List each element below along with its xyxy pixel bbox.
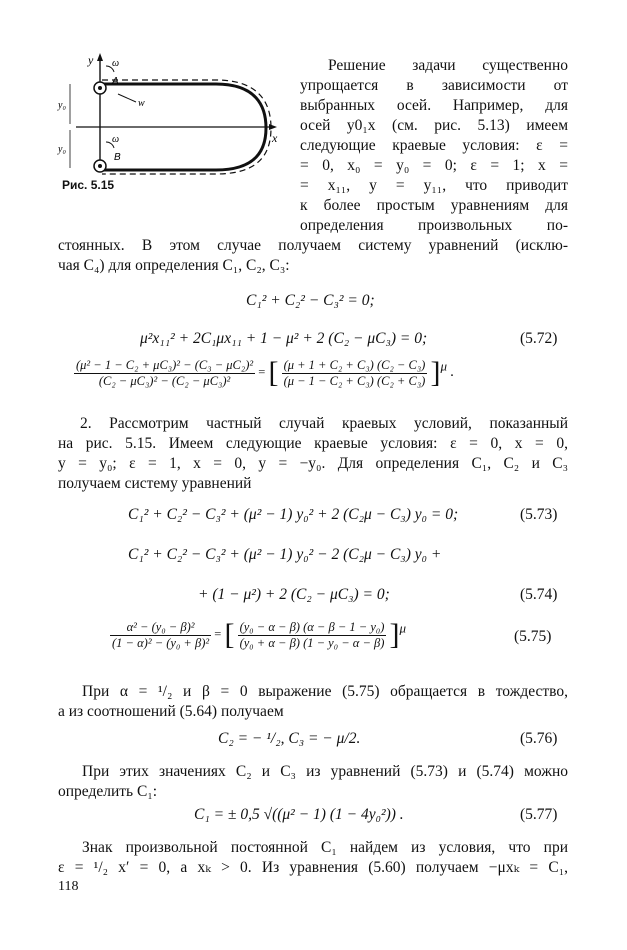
x-axis-arrow bbox=[269, 124, 277, 130]
equation-577: C₁ = ± 0,5 √((μ² − 1) (1 − 4y₀²)) . bbox=[194, 806, 404, 823]
page-number: 118 bbox=[58, 879, 79, 894]
intro-line-2: упрощается в зависимости от bbox=[300, 77, 568, 94]
y-axis-label: y bbox=[88, 53, 94, 67]
bracket-open: [ bbox=[268, 356, 279, 389]
roller-top-inner bbox=[98, 86, 102, 90]
final-line-2: ε = ¹/₂ x′ = 0, а xₖ > 0. Из уравнения (5.60) получаем −μxₖ = C₁, bbox=[58, 859, 568, 876]
fraction-lhs-numerator: (μ² − 1 − C₂ + μC₃)² − (C₃ − μC₂)² bbox=[76, 357, 254, 372]
equation-572-number: (5.72) bbox=[520, 330, 558, 347]
intro-line-9: определения произвольных по- bbox=[300, 217, 568, 234]
equation-574-number: (5.74) bbox=[520, 586, 558, 603]
equation-572-line-1: C₁² + C₂² − C₃² = 0; bbox=[246, 292, 375, 309]
w-label: w bbox=[138, 98, 145, 109]
fraction-lhs bbox=[74, 358, 255, 389]
omega-top-label: ω bbox=[112, 58, 120, 69]
para576-line-1: При этих значениях C₂ и C₃ из уравнений (5.73) и (5.74) можно bbox=[82, 763, 568, 780]
eq575-lhs bbox=[110, 620, 211, 651]
body-line-2: чая C₄) для определения C₁, C₂, C₃: bbox=[58, 257, 290, 274]
eq575-bracket-close: ] bbox=[389, 618, 400, 651]
equation-574-line-2: + (1 − μ²) + 2 (C₂ − μC₃) = 0; bbox=[198, 586, 390, 603]
intro-line-8: к более простым уравнениям для bbox=[300, 197, 568, 214]
section2-line-2: на рис. 5.15. Имеем следующие краевые условия: ε = 0, x = 0, bbox=[58, 435, 568, 452]
bracket-close: ] bbox=[430, 356, 441, 389]
equation-576: C₂ = − ¹/₂, C₃ = − μ/2. bbox=[218, 730, 361, 747]
eq575-rhs bbox=[238, 620, 387, 651]
fraction-rhs bbox=[282, 358, 428, 389]
w-arrow bbox=[118, 94, 136, 102]
final-line-1: Знак произвольной постоянной C₁ найдем из условия, что при bbox=[82, 839, 568, 856]
section2-line-1: 2. Рассмотрим частный случай краевых условий, показанный bbox=[80, 415, 568, 432]
para576-line-2: определить C₁: bbox=[58, 783, 158, 800]
fraction-rhs-numerator: (μ + 1 + C₂ + C₃) (C₂ − C₃) bbox=[283, 357, 426, 372]
equation-574-line-1: C₁² + C₂² − C₃² + (μ² − 1) y₀² − 2 (C₂μ − C₃) y₀ + bbox=[128, 546, 442, 563]
fraction-lhs-denominator: (C₂ − μC₃)² − (C₂ − μC₃)² bbox=[98, 373, 231, 388]
point-a-label: A bbox=[112, 76, 119, 87]
equation-572-line-2: μ²x₁₁² + 2C₁μx₁₁ + 1 − μ² + 2 (C₂ − μC₃) = 0; bbox=[140, 330, 428, 347]
intro-line-5: следующие краевые условия: ε = bbox=[300, 137, 568, 154]
equation-573-number: (5.73) bbox=[520, 506, 558, 523]
intro-line-7: = x₁₁, y = y₁₁, что приводит bbox=[300, 177, 568, 194]
eq575-bracket-open: [ bbox=[224, 618, 235, 651]
eq575-exponent: μ bbox=[399, 620, 407, 636]
section2-line-4: получаем систему уравнений bbox=[58, 475, 252, 492]
eq575-rhs-denominator: (y₀ + α − β) (1 − y₀ − α − β) bbox=[239, 635, 385, 650]
eq575-lhs-numerator: α² − (y₀ − β)² bbox=[110, 620, 211, 636]
point-b-label: B bbox=[114, 152, 121, 163]
intro-line-3: выбранных осей. Например, для bbox=[300, 97, 568, 114]
section2-line-3: y = y₀; ε = 1, x = 0, y = −y₀. Для определения C₁, C₂ и C₃ bbox=[58, 455, 568, 472]
y0-bottom-label: y₀ bbox=[58, 144, 66, 155]
intro-line-6: = 0, x₀ = y₀ = 0; ε = 1; x = bbox=[300, 157, 568, 174]
equation-575: $\frac{\text{α² − (y₀ − β)²}}{\text{(1 − α)² − (y₀ + β)²}}$ = [ $\frac{\text{(y₀ − α − β) (α − β − 1 − y₀)}}{\text{(y₀ + α − β) (1 − y₀ − α − β)}}$ ]$^\mu$ bbox=[112, 618, 407, 651]
roller-bottom-inner bbox=[98, 164, 102, 168]
intro-line-1: Решение задачи существенно bbox=[328, 57, 568, 74]
equation-577-number: (5.77) bbox=[520, 806, 558, 823]
y0-top-label: y₀ bbox=[58, 100, 66, 111]
figure-caption: Рис. 5.15 bbox=[62, 178, 115, 192]
equation-fraction-1: $\frac{\text{(μ² − 1 − C₂ + μC₃)² − (C₃ − μC₂)²}}{\text{(C₂ − μC₃)² − (C₂ − μC₃)²}}$ = [ $\frac{\text{(μ + 1 + C₂ + C₃) (C₂ − C₃)}}{\text{(μ − 1 − C₂ + C₃) (C₂ + C₃)}}$ ]$^\mu$ . bbox=[76, 356, 454, 389]
fraction-end-dot: . bbox=[450, 363, 454, 380]
eq575-rhs-numerator: (y₀ − α − β) (α − β − 1 − y₀) bbox=[239, 619, 385, 634]
fraction-exponent: μ bbox=[440, 358, 447, 374]
equation-573: C₁² + C₂² − C₃² + (μ² − 1) y₀² + 2 (C₂μ − C₃) y₀ = 0; bbox=[128, 506, 459, 523]
equation-576-number: (5.76) bbox=[520, 730, 558, 747]
fraction-rhs-denominator: (μ − 1 − C₂ + C₃) (C₂ + C₃) bbox=[283, 373, 426, 388]
para575-line-1: При α = ¹/₂ и β = 0 выражение (5.75) обращается в тождество, bbox=[82, 683, 568, 700]
intro-line-4: осей y0₁x (см. рис. 5.13) имеем bbox=[300, 117, 568, 134]
omega-bottom-label: ω bbox=[112, 134, 120, 145]
equation-575-number: (5.75) bbox=[514, 628, 552, 645]
y-axis-arrow bbox=[97, 53, 103, 61]
body-line-1: стоянных. В этом случае получаем систему уравнений (исклю- bbox=[58, 237, 568, 254]
eq575-lhs-denominator: (1 − α)² − (y₀ + β)² bbox=[112, 635, 210, 650]
para575-line-2: а из соотношений (5.64) получаем bbox=[58, 703, 284, 720]
x-axis-label: x bbox=[272, 131, 278, 145]
